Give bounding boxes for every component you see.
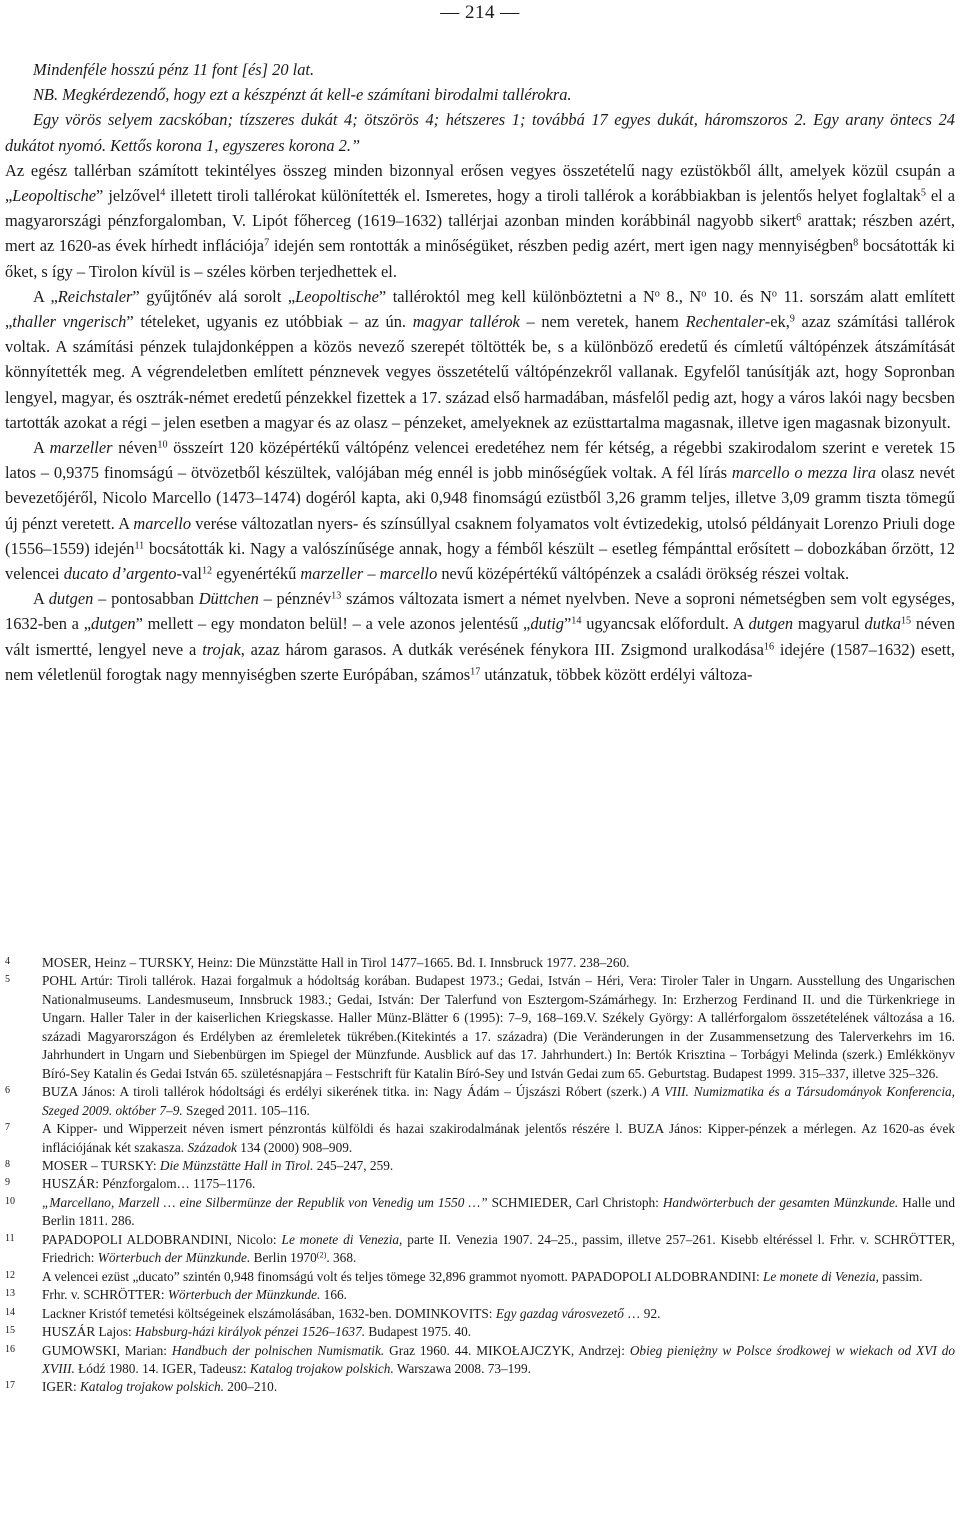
footnote [5,1175,955,1193]
footnote [5,972,955,1083]
footnote-text: MOSER, Heinz – TURSKY, Heinz: Die Münzstätte Hall in Tirol 1477–1665. Bd. I. Innsbruck 1977. 238–260. [42,955,630,970]
body-paragraph: A „Reichstaler” gyűjtőnév alá sorolt „Leopoltische” talléroktól meg kell különböztetni a $N^o$ 8., $N^o$ 10. és $N^o$ 11. sorszám alatt említett „thaller vngerisch” tételeket, ugyanis ez utóbbiak – az ún. magyar tallérok – nem veretek, hanem Rechentaler-ek,$^9$ azaz számítási tallérok voltak. A számítási pénzek tulajdonképpen a közös nevező szerepét töltötték be, s a különböző eredetű és címletű váltópénzek átszámítását könnyítették meg. A végrendeletben említett pénznevek vegyes összetételű váltópénzekről vallanak. Egyfelől tanúsítják azt, hogy Sopronban lengyel, magyar, és osztrák-német eredetű pénzekkel fizettek a 17. század első harmadában, másfelől pedig azt, hogy a város lakói nagy becsben tartották azokat a régi – jelen esetben a magyar és az olasz – pénzeket, amelyeknek az ezüsttartalma magasnak, illetve igen magasnak bizonyult. [5,286,956,432]
quote-line: Egy vörös selyem zacskóban; tízszeres dukát 4; ötszörös 4; hétszeres 1; továbbá 17 egyes dukát, háromszoros 2. Egy arany öntecs 24 dukátot nyomó. Kettős korona 1, egyszeres korona 2.” [5,110,955,155]
page-number: — 214 — [440,2,520,23]
footnote-number: 15 [5,1325,15,1337]
footnote [5,1083,955,1120]
footnote-text: HUSZÁR Lajos: Habsburg-házi királyok pénzei 1526–1637. Budapest 1975. 40. [42,1324,472,1340]
footnote-number: 5 [5,974,10,986]
body-paragraph: Az egész tallérban számított tekintélyes összeg minden bizonnyal erősen vegyes összetételű nagy ezüstökből állt, amelyek közül csupán a „Leopoltische” jelzővel$^4$ illetett tiroli tallérokat különítették el. Ismeretes, hogy a tiroli tallérok a korábbiakban is jelentős helyet foglaltak$^5$ el a magyarországi pénzforgalomban, V. Lipót főherceg (1619–1632) tallérjai azonban minden korábbinál nagyobb sikert$^6$ arattak; részben azért, mert az 1620-as évek hírhedt inflációja$^7$ idején sem rontották a minőségüket, részben pedig azért, mert igen nagy mennyiségben$^8$ bocsátották ki őket, s így – Tirolon kívül is – széles körben terjedhettek el. [5,160,956,281]
footnote-text: MOSER – TURSKY: Die Münzstätte Hall in Tirol. 245–247, 259. [42,1157,394,1173]
footnote [5,1305,955,1323]
footnote-text: „Marcellano, Marzell … eine Silbermünze der Republik von Venedig um 1550 …” SCHMIEDER, Carl Christoph: Handwörterbuch der gesamten Münzkunde. Halle und Berlin 1811. 286. [42,1194,955,1229]
footnote [5,1342,955,1379]
footnote [5,1323,955,1341]
footnote-list [5,954,955,1397]
footnote-text: A velencei ezüst „ducato” szintén 0,948 finomságú volt és teljes tömege 32,896 grammot nyomott. PAPADOPOLI ALDOBRANDINI: Le monete di Venezia, passim. [42,1268,923,1284]
footnote-text: BUZA János: A tiroli tallérok hódoltsági és erdélyi sikerének titka. in: Nagy Ádám – Újszászi Róbert (szerk.) A VIII. Numizmatika és a Társudományok Konferencia, Szeged 2009. október 7–9. Szeged 2011. 105–116. [42,1084,955,1118]
footnote-number: 17 [5,1380,15,1392]
footnote-number: 8 [5,1158,10,1170]
quote-line: Mindenféle hosszú pénz 11 font [és] 20 lat. [33,60,315,79]
footnote-text: IGER: Katalog trojakow polskich. 200–210. [42,1379,278,1395]
footnote [5,1378,955,1396]
paragraph-list [5,158,955,687]
footnote-number: 11 [5,1232,15,1244]
footnote [5,1231,955,1268]
footnote-text: A Kipper- und Wipperzeit néven ismert pénzrontás külföldi és hazai szakirodalmának jelentős részére l. BUZA János: Kipper-pénzek a mérlegen. Az 1620-as évek inflációjának két szakasza. Századok 134 (2000) 908–909. [42,1121,955,1155]
footnote-number: 12 [5,1269,15,1281]
footnote-text: Lackner Kristóf temetési költségeinek elszámolásában, 1632-ben. DOMINKOVITS: Egy gazdag városvezető … 92. [42,1305,661,1321]
footnote-number: 13 [5,1288,15,1300]
quote-line: NB. Megkérdezendő, hogy ezt a készpénzt át kell-e számítani birodalmi tallérokra. [33,85,572,105]
footnote [5,1194,955,1231]
footnote-number: 9 [5,1177,10,1189]
footnote [5,1268,955,1286]
footnote-number: 4 [5,956,10,967]
footnote-number: 7 [5,1122,10,1134]
footnote-text: HUSZÁR: Pénzforgalom… 1175–1176. [42,1176,256,1192]
footnote-text: Frhr. v. SCHRÖTTER: Wörterbuch der Münzkunde. 166. [42,1287,347,1303]
footnote-number: 6 [5,1085,10,1097]
body-paragraph: A dutgen – pontosabban Düttchen – pénznév$^{13}$ számos változata ismert a német nyelvben. Neve a soproni németségben sem volt egységes, 1632-ben a „dutgen” mellett – egy mondaton belül! – a vele azonos jelentésű „dutig”$^{14}$ ugyancsak előfordult. A dutgen magyarul dutka$^{15}$ néven vált ismertté, lengyel neve a trojak, azaz három garasos. A dutkák verésének fénykora III. Zsigmond uralkodása$^{16}$ idejére (1587–1632) esett, nem véletlenül forogtak nagy mennyiségben szerte Európában, számos$^{17}$ utánzatuk, többek között erdélyi változa- [5,589,956,684]
body-paragraph: A marzeller néven$^{10}$ összeírt 120 középértékű váltópénz velencei eredetéhez nem fér kétség, a régebbi szakirodalom szerint e veretek 15 latos – 0,9375 finomságú – ötvözetből készültek, valójában még ennél is jobb minőségűek voltak. A fél lírás marcello o mezza lira olasz nevét bevezetőjéről, Nicolo Marcello (1473–1474) dogéról kapta, aki 0,948 finomságú ezüstből 3,26 gramm teljes, illetve 3,09 gramm tiszta tömegű új pénzt veretett. A marcello verése változatlan nyers- és színsúllyal csaknem folyamatos volt évtizedekig, utolsó példányait Lorenzo Priuli doge (1556–1559) idején$^{11}$ bocsátották ki. Nagy a valószínűsége annak, hogy a fémből készült – esetleg fémpánttal erősített – dobozkában őrzött, 12 velencei ducato d’argento-val$^{12}$ egyenértékű marzeller – marcello nevű középértékű váltópénzek a családi örökség részei voltak. [5,438,956,584]
footnote-text: POHL Artúr: Tiroli tallérok. Hazai forgalmuk a hódoltság korában. Budapest 1973.; Gedai, István – Héri, Vera: Tiroler Taler in Ungarn. Ausstellung des Ungarischen Nationalmuseums. Landesmuseum, Innsbruck 1983.; Gedai, István: Der Talerfund von Esztergom-Számárhegy. In: Erzherzog Ferdinand II. und die Türkenkriege in Ungarn. Haller Taler in der kaiserlichen Kriegskasse. Haller Münz-Blätter 6 (1995): 7–9, 168–169.V. Székely György: A tallérforgalom összetételének változása a 16. századi Magyarországon és Erdélyben az éremleletek tükrében.(Kitekintés a 17. századra) (Die Veränderungen in der Zusammensetzung des Talerverkehrs im 16. Jahrhundert in Ungarn und Siebenbürgen im Spiegel der Münzfunde. Ausblick auf das 17. Jahrhundert.) In: Bertók Krisztina – Torbágyi Melinda (szerk.) Emlékkönyv Bíró-Sey Katalin és Gedai István 65. születésnapjára – Festschrift für Katalin Bíró-Sey und István Gedai zum 65. Geburtstag. Budapest 1999. 315–337, illetve 325–326. [42,973,955,1081]
footnote [5,1157,955,1175]
footnote-number: 10 [5,1195,15,1207]
footnote-number: 16 [5,1343,15,1355]
footnote-text: PAPADOPOLI ALDOBRANDINI, Nicolo: Le monete di Venezia, parte II. Venezia 1907. 24–25., passim, illetve 257–261. Kisebb eltéréssel l. Frhr. v. SCHRÖTTER, Friedrich: Wörterbuch der Münzkunde. Berlin 1970$^{(2)}$. 368. [42,1231,955,1266]
main-text [5,57,955,687]
footnote-text: GUMOWSKI, Marian: Handbuch der polnischen Numismatik. Graz 1960. 44. MIKOŁAJCZYK, Andrzej: Obieg pieniężny w Polsce środkowej w wiekach od XVI do XVIII. Łódź 1980. 14. IGER, Tadeusz: Katalog trojakow polskich. Warszawa 2008. 73–199. [42,1342,956,1376]
footnote [5,1120,955,1157]
footnote [5,954,955,972]
footnote [5,1286,955,1304]
footnote-number: 14 [5,1306,15,1318]
